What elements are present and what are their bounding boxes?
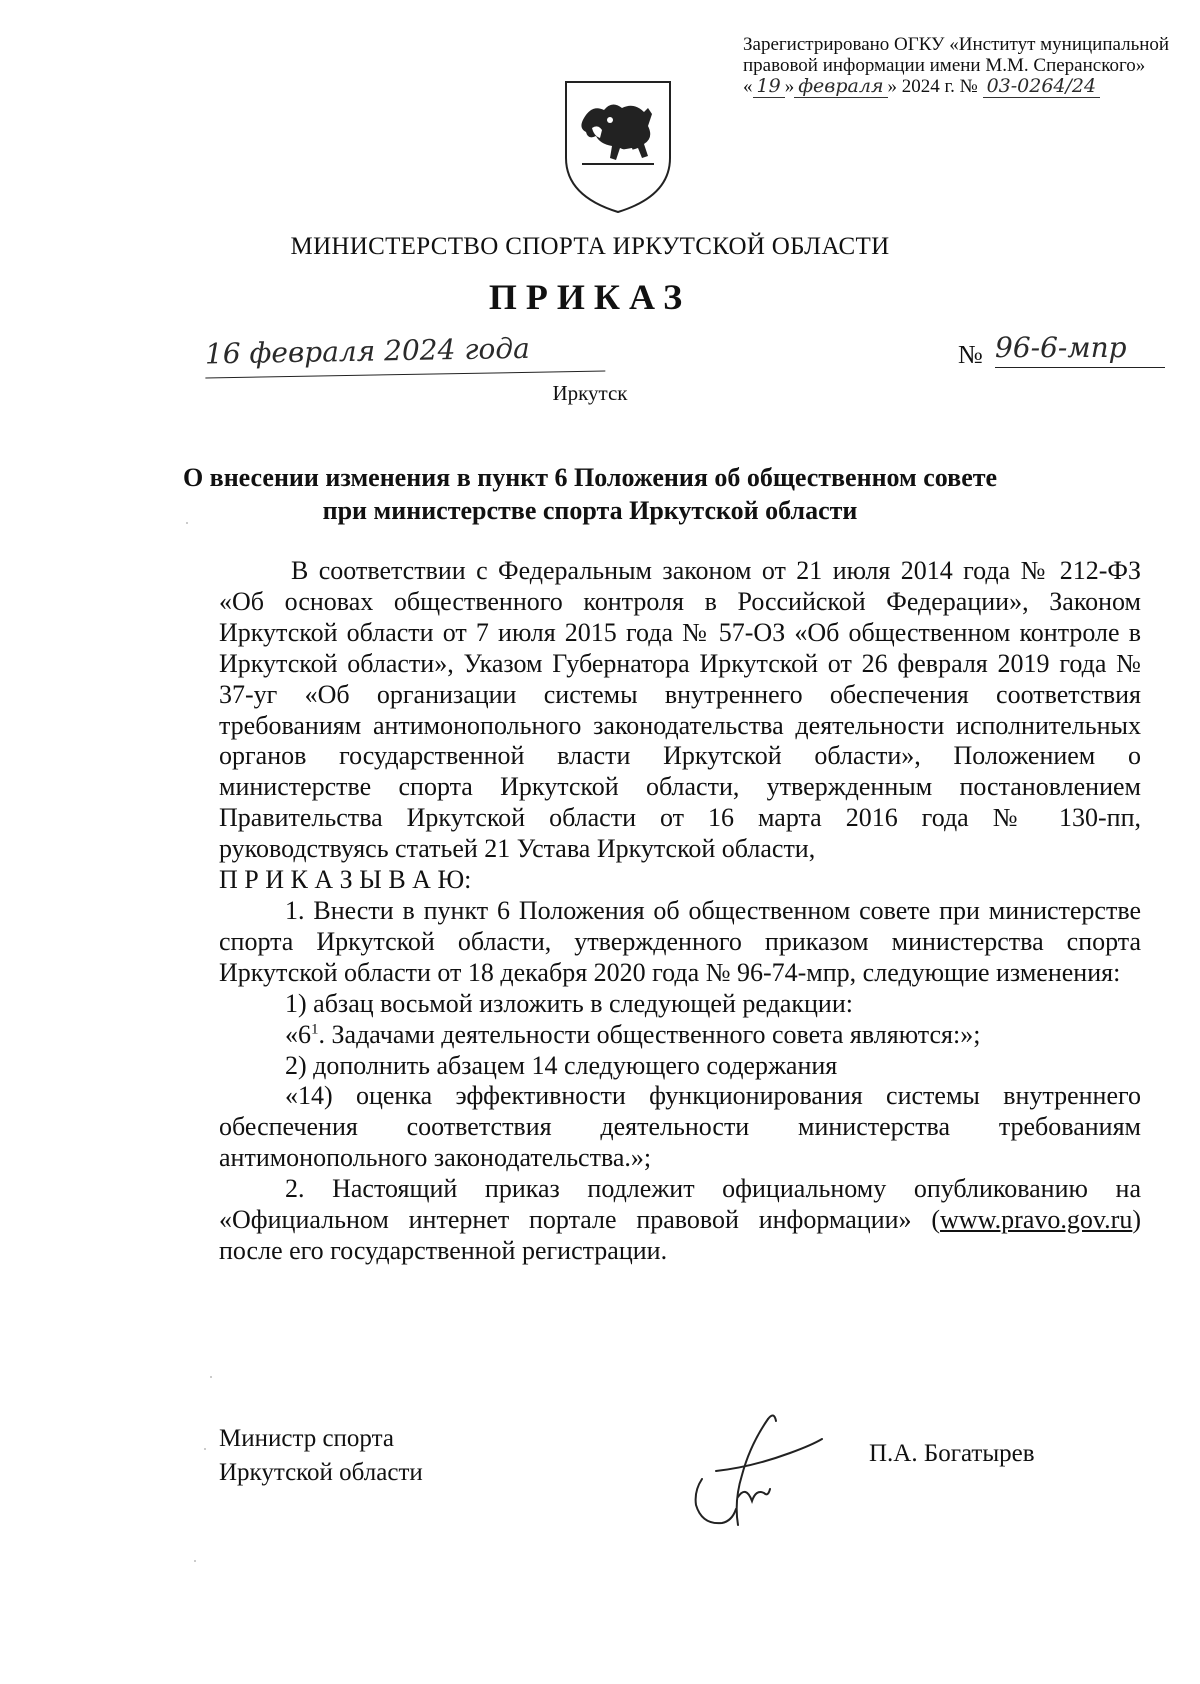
order-date: 16 февраля 2024 года: [205, 331, 606, 379]
scan-speck: [204, 1448, 206, 1450]
order-body: [219, 556, 1141, 1267]
item-2-end: ) после его государственной регистрации.: [219, 1205, 1141, 1265]
ministry-name: МИНИСТЕРСТВО СПОРТА ИРКУТСКОЙ ОБЛАСТИ: [290, 233, 890, 260]
quote-1-rest: . Задачами деятельности общественного совета являются:»;: [318, 1019, 981, 1049]
subitem-1-paragraph: 1) абзац восьмой изложить в следующей редакции:: [285, 988, 853, 1018]
order-number-label: №: [958, 340, 983, 369]
signatory-title-line-1: Министр спорта: [219, 1425, 394, 1452]
signatory-name: П.А. Богатырев: [869, 1440, 1035, 1467]
quote-1-superscript: 1: [311, 1020, 319, 1037]
registration-stamp: [743, 34, 1183, 97]
pravo-link[interactable]: www.pravo.gov.ru: [940, 1205, 1133, 1235]
irkutsk-coat-of-arms-icon: [562, 78, 674, 216]
scan-speck: [186, 522, 188, 524]
registration-mid-quote: »: [784, 76, 795, 97]
order-word: П Р И К А З Ы В А Ю:: [219, 865, 472, 895]
registration-line-2: [743, 55, 1183, 76]
order-number: 96-6-мпр: [995, 331, 1165, 368]
registration-day: 19: [753, 75, 785, 98]
order-heading-line-1: О внесении изменения в пункт 6 Положения об общественном совете: [182, 463, 998, 492]
quote-2-paragraph: «14) оценка эффективности функционирования системы внутреннего обеспечения соответствия деятельности министерства требованиям антимонопольного законодательства.»;: [219, 1081, 1141, 1173]
order-heading-line-2: при министерстве спорта Иркутской области: [322, 496, 858, 525]
registration-year: » 2024 г. №: [887, 76, 978, 97]
registration-line-2-text: правовой информации имени М.М. Сперанского»: [743, 55, 1146, 76]
registration-number: 03-0264/24: [983, 75, 1101, 98]
order-heading: [150, 461, 1030, 527]
signatory-title-line-2: Иркутской области: [219, 1459, 423, 1486]
subitem-2-paragraph: 2) дополнить абзацем 14 следующего содержания: [285, 1050, 838, 1080]
scan-speck: [194, 1560, 196, 1562]
scan-speck: [210, 1376, 212, 1378]
registration-month: февраля: [794, 75, 887, 98]
registration-open-quote: «: [743, 76, 753, 97]
registration-line-3: [743, 76, 1183, 97]
quote-1-start: «6: [285, 1019, 311, 1049]
quote-1-paragraph: [219, 1020, 1141, 1051]
item-1-paragraph: 1. Внести в пункт 6 Положения об общественном совете при министерстве спорта Иркутской области, утвержденного приказом министерства спорта Иркутской области от 18 декабря 2020 года № 96-74-мпр, следующие изменения:: [219, 895, 1141, 987]
handwritten-signature: [672, 1405, 862, 1540]
document-type-title: ПРИКАЗ: [488, 277, 692, 317]
signatory-title: [219, 1422, 423, 1490]
city-name: Иркутск: [552, 381, 628, 405]
registration-line-1: Зарегистрировано ОГКУ «Институт муниципальной: [743, 34, 1170, 55]
item-2-paragraph: [219, 1174, 1141, 1267]
preamble-paragraph: В соответствии с Федеральным законом от 21 июля 2014 года № 212-ФЗ «Об основах общественного контроля в Российской Федерации», Законом Иркутской области от 7 июля 2015 года № 57-ОЗ «Об общественном контроле в Иркутской области», Указом Губернатора Иркутской от 26 февраля 2019 года № 37-уг «Об организации системы внутреннего обеспечения соответствия требованиям антимонопольного законодательства деятельности исполнительных органов государственной власти Иркутской области», Положением о министерстве спорта Иркутской области, утвержденным постановлением Правительства Иркутской области от 16 марта 2016 года № 130-пп, руководствуясь статьей 21 Устава Иркутской области,: [219, 556, 1141, 864]
item-2-start: 2. Настоящий приказ подлежит официальному опубликованию на «Официальном интернет портале правовой информации» (: [219, 1174, 1141, 1235]
